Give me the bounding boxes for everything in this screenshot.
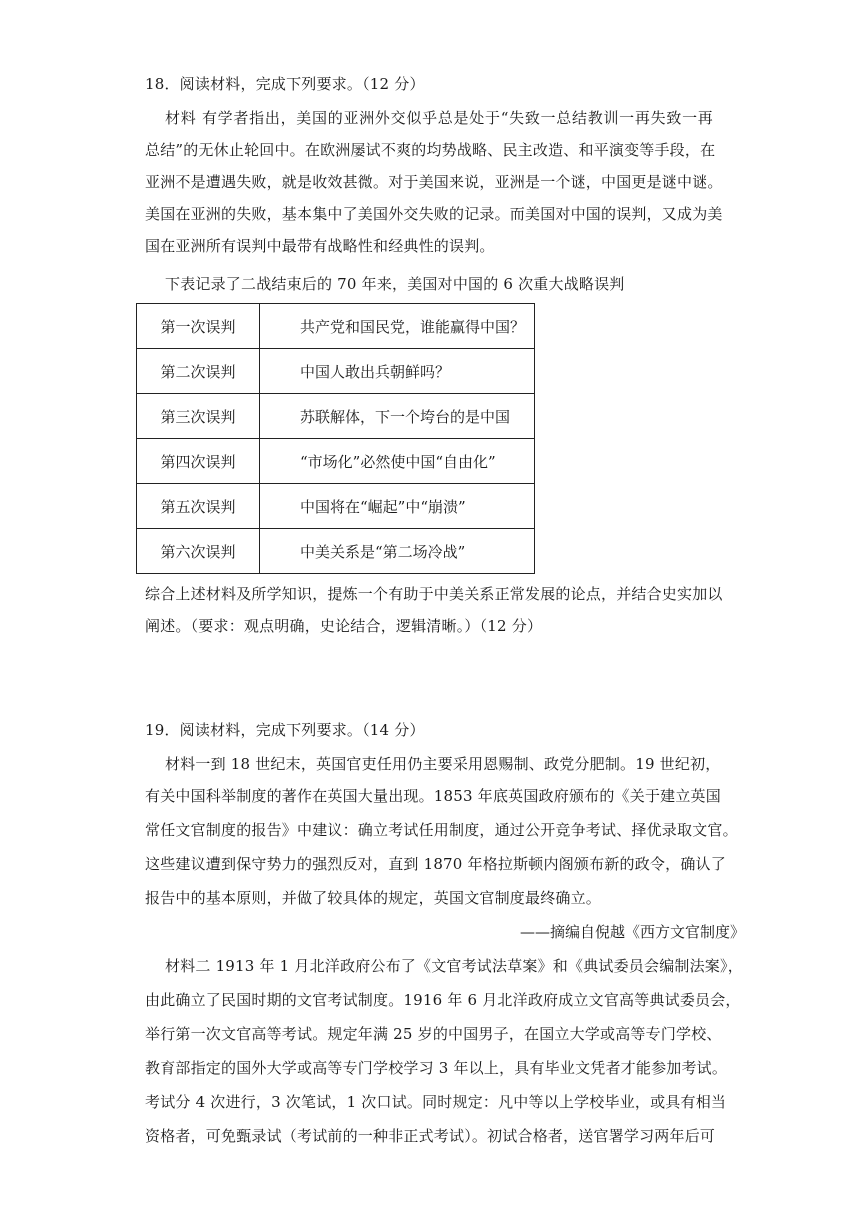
q18-material-line: 国在亚洲所有误判中最带有战略性和经典性的误判。: [145, 237, 495, 255]
row-label: 第二次误判: [137, 349, 260, 394]
row-content: 中国人敢出兵朝鲜吗？: [260, 349, 535, 394]
table-row: [137, 349, 535, 394]
row-label: 第一次误判: [137, 304, 260, 349]
q19-material1-line: 有关中国科举制度的著作在英国大量出现。1853 年底英国政府颁布的《关于建立英国: [145, 787, 721, 805]
q18-question-line: 阐述。（要求：观点明确，史论结合，逻辑清晰。）（12 分）: [145, 617, 543, 635]
row-content: “市场化”必然使中国“自由化”: [260, 439, 535, 484]
q19-material2-line: 资格者，可免甄录试（考试前的一种非正式考试）。初试合格者，送官署学习两年后可: [145, 1127, 716, 1145]
q19-title: 19．阅读材料，完成下列要求。（14 分）: [145, 721, 425, 739]
row-label: 第四次误判: [137, 439, 260, 484]
row-content: 中国将在“崛起”中“崩溃”: [260, 484, 535, 529]
q19-material2-line: 由此确立了民国时期的文官考试制度。1916 年 6 月北洋政府成立文官高等典试委员会，: [145, 991, 741, 1009]
q19-material1-source: ——摘编自倪越《西方文官制度》: [520, 923, 746, 941]
q19-material2-line: 教育部指定的国外大学或高等专门学校学习 3 年以上，具有毕业文凭者才能参加考试。: [145, 1059, 728, 1077]
q18-table-intro: 下表记录了二战结束后的 70 年来，美国对中国的 6 次重大战略误判: [165, 275, 625, 293]
q18-material-line: 亚洲不是遭遇失败，就是收效甚微。对于美国来说，亚洲是一个谜，中国更是谜中谜。: [145, 173, 723, 191]
table-row: [137, 529, 535, 574]
q19-material1-line: 材料一到 18 世纪末，英国官吏任用仍主要采用恩赐制、政党分肥制。19 世纪初，: [165, 755, 721, 773]
q18-material-line: 材料 有学者指出，美国的亚洲外交似乎总是处于“失致一总结教训一再失致一再: [165, 109, 713, 127]
misjudgment-table: [136, 303, 535, 574]
q18-material-line: 总结”的无休止轮回中。在欧洲屡试不爽的均势战略、民主改造、和平演变等手段，在: [145, 141, 716, 159]
row-content: 中美关系是“第二场冷战”: [260, 529, 535, 574]
q19-material1-line: 常任文官制度的报告》中建议：确立考试任用制度，通过公开竞争考试、择优录取文官。: [145, 821, 738, 839]
table-row: [137, 484, 535, 529]
q19-material1-line: 这些建议遭到保守势力的强烈反对，直到 1870 年格拉斯顿内阁颁布新的政令，确认了: [145, 855, 726, 873]
q19-material2-line: 举行第一次文官高等考试。规定年满 25 岁的中国男子，在国立大学或高等专门学校、: [145, 1025, 722, 1043]
row-content: 共产党和国民党，谁能赢得中国？: [260, 304, 535, 349]
row-label: 第三次误判: [137, 394, 260, 439]
q18-title: 18．阅读材料，完成下列要求。（12 分）: [145, 75, 425, 93]
q19-material1-line: 报告中的基本原则，并做了较具体的规定，英国文官制度最终确立。: [145, 889, 602, 907]
row-label: 第六次误判: [137, 529, 260, 574]
row-content: 苏联解体，下一个垮台的是中国: [260, 394, 535, 439]
q18-material-line: 美国在亚洲的失败，基本集中了美国外交失败的记录。而美国对中国的误判，又成为美: [145, 205, 723, 223]
table-row: [137, 394, 535, 439]
table-row: [137, 439, 535, 484]
q19-material2-line: 材料二 1913 年 1 月北洋政府公布了《文官考试法草案》和《典试委员会编制法案》，: [165, 957, 743, 975]
q18-question-line: 综合上述材料及所学知识，提炼一个有助于中美关系正常发展的论点，并结合史实加以: [145, 585, 723, 603]
q19-material2-line: 考试分 4 次进行，3 次笔试，1 次口试。同时规定：凡中等以上学校毕业，或具有相当: [145, 1093, 727, 1111]
row-label: 第五次误判: [137, 484, 260, 529]
table-row: [137, 304, 535, 349]
